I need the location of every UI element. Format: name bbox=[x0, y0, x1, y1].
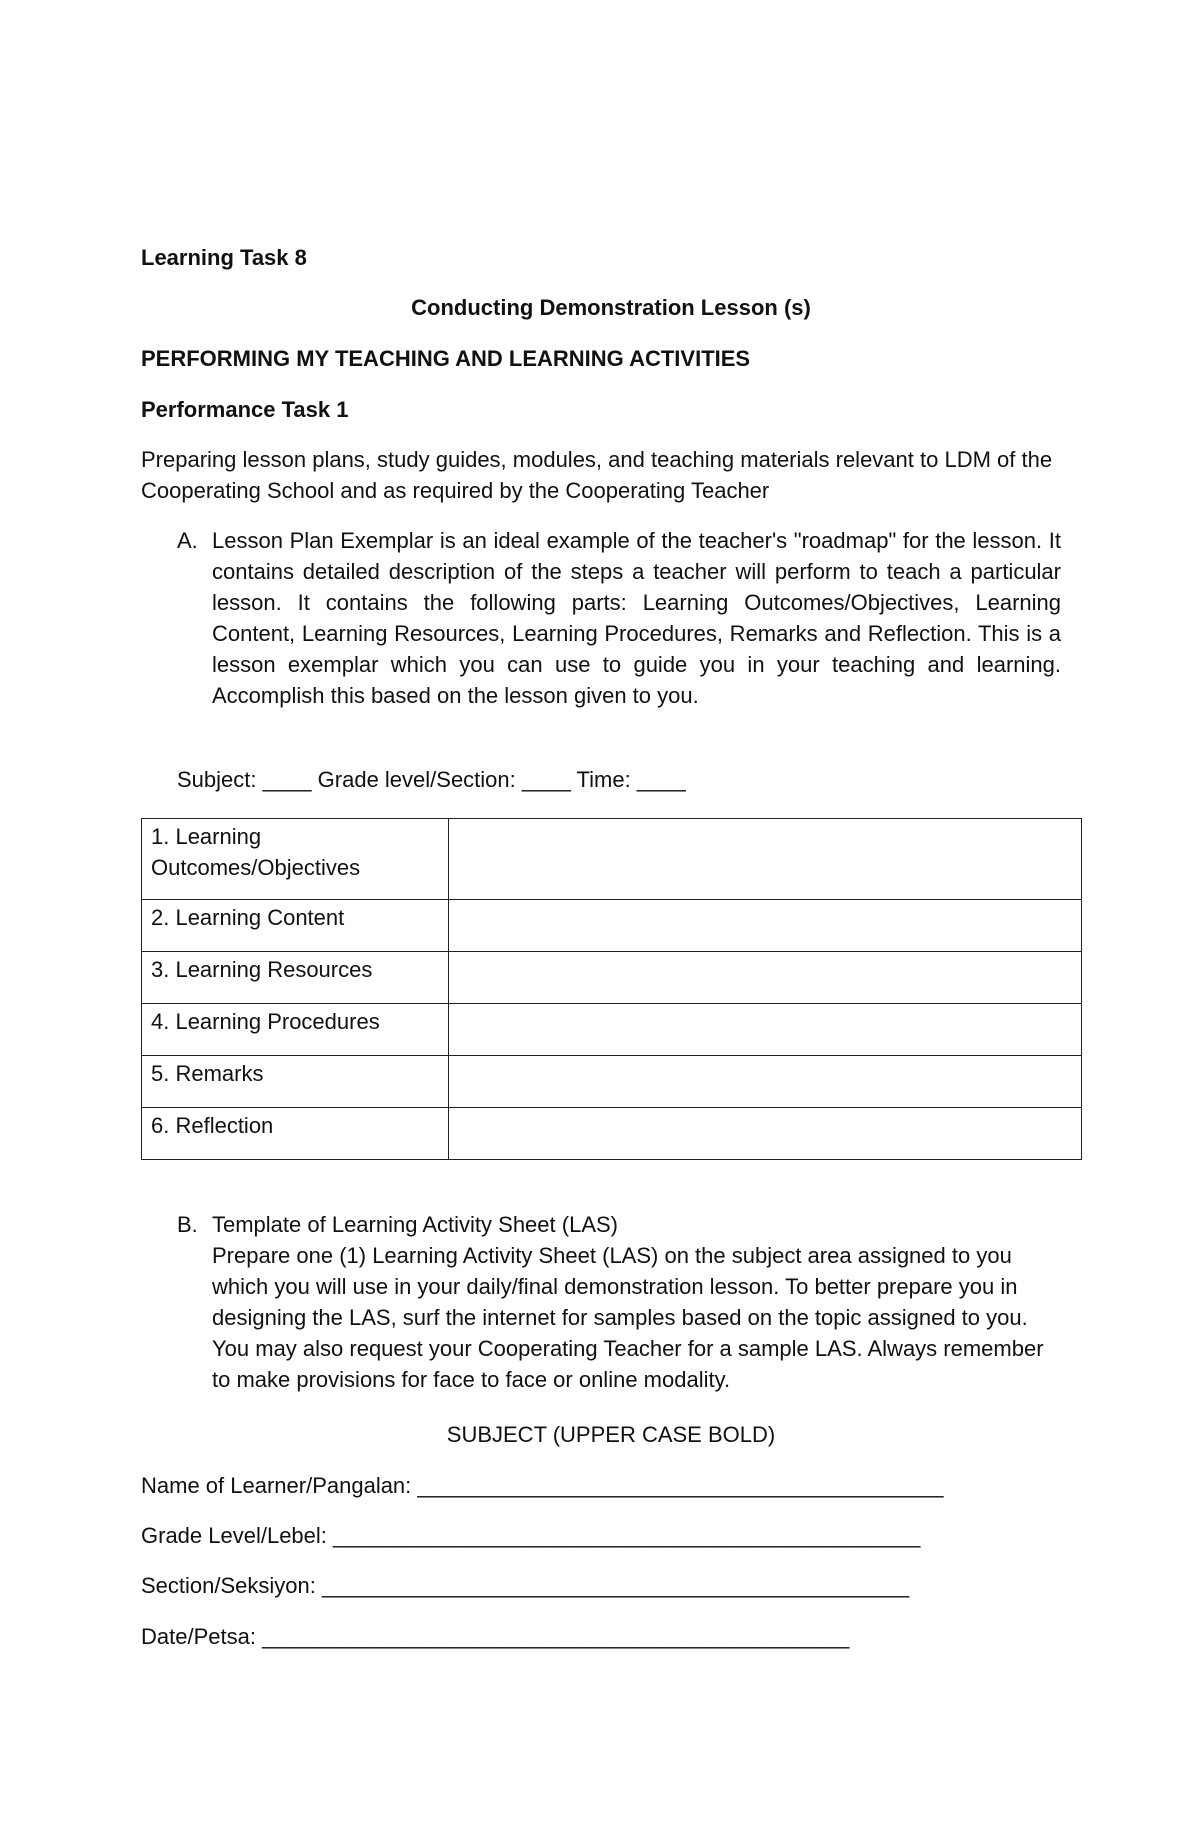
lesson-plan-table bbox=[141, 818, 1082, 1160]
document-title: Conducting Demonstration Lesson (s) bbox=[411, 295, 811, 320]
item-b-title: Template of Learning Activity Sheet (LAS) bbox=[212, 1212, 618, 1237]
table-row bbox=[142, 1056, 1082, 1108]
performance-task-heading: Performance Task 1 bbox=[141, 397, 349, 422]
row-label: 4. Learning Procedures bbox=[142, 1004, 449, 1056]
row-value-cell[interactable] bbox=[449, 1056, 1082, 1108]
learning-task-heading: Learning Task 8 bbox=[141, 245, 307, 270]
item-b-text: Prepare one (1) Learning Activity Sheet (LAS) on the subject area assigned to you which you will use in your daily/final demonstration lesson. To better prepare you in designing the LAS, surf the internet for samples based on the topic assigned to you. You may also request your Cooperating Teacher for a sample LAS. Always remember to make provisions for face to face or online modality. bbox=[212, 1243, 1044, 1392]
row-value-cell[interactable] bbox=[449, 952, 1082, 1004]
date-field[interactable]: Date/Petsa: ________________________________________________ bbox=[141, 1624, 850, 1649]
table-row bbox=[142, 952, 1082, 1004]
row-value-cell[interactable] bbox=[449, 819, 1082, 900]
row-label: 5. Remarks bbox=[142, 1056, 449, 1108]
section-field[interactable]: Section/Seksiyon: ________________________________________________ bbox=[141, 1573, 910, 1598]
section-heading: PERFORMING MY TEACHING AND LEARNING ACTIVITIES bbox=[141, 346, 751, 371]
item-b bbox=[177, 1209, 1061, 1395]
subject-line: Subject: ____ Grade level/Section: ____ Time: ____ bbox=[177, 767, 686, 792]
item-a-text: Lesson Plan Exemplar is an ideal example of the teacher's "roadmap" for the lesson. It contains detailed description of the steps a teacher will perform to teach a particular lesson. It contains the following parts: Learning Outcomes/Objectives, Learning Content, Learning Resources, Learning Procedures, Remarks and Reflection. This is a lesson exemplar which you can use to guide you in your teaching and learning. Accomplish this based on the lesson given to you. bbox=[212, 528, 1061, 708]
table-row bbox=[142, 1108, 1082, 1160]
item-b-letter: B. bbox=[177, 1212, 198, 1237]
item-a-letter: A. bbox=[177, 528, 198, 553]
item-b-content bbox=[212, 1209, 1061, 1395]
row-value-cell[interactable] bbox=[449, 1004, 1082, 1056]
row-value-cell[interactable] bbox=[449, 900, 1082, 952]
row-label: 3. Learning Resources bbox=[142, 952, 449, 1004]
table-row bbox=[142, 819, 1082, 900]
grade-level-field[interactable]: Grade Level/Lebel: ________________________________________________ bbox=[141, 1523, 921, 1548]
table-row bbox=[142, 900, 1082, 952]
row-label: 6. Reflection bbox=[142, 1108, 449, 1160]
item-a bbox=[177, 525, 1061, 711]
las-subject-title: SUBJECT (UPPER CASE BOLD) bbox=[446, 1422, 776, 1447]
intro-paragraph: Preparing lesson plans, study guides, modules, and teaching materials relevant to LDM of the Cooperating School and as required by the Cooperating Teacher bbox=[141, 447, 1053, 503]
row-value-cell[interactable] bbox=[449, 1108, 1082, 1160]
row-label: 1. Learning Outcomes/Objectives bbox=[142, 819, 449, 900]
table-row bbox=[142, 1004, 1082, 1056]
row-label: 2. Learning Content bbox=[142, 900, 449, 952]
learner-name-field[interactable]: Name of Learner/Pangalan: ___________________________________________ bbox=[141, 1473, 944, 1498]
